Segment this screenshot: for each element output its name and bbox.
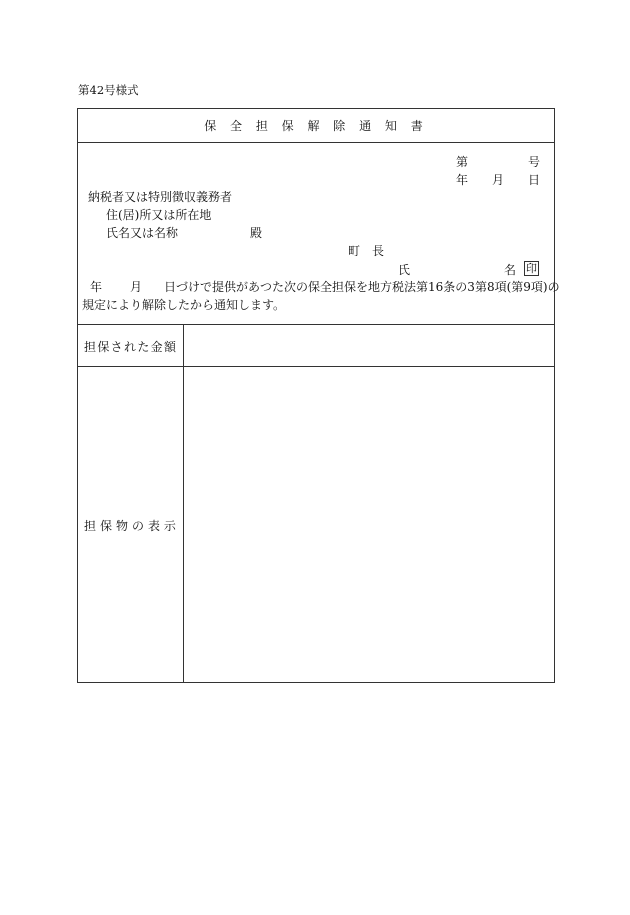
recipient-name: 氏名又は名称 (106, 226, 179, 240)
label-collateral-description (84, 520, 176, 532)
seal-mark: 印 (526, 262, 537, 275)
ref-day: 日 (528, 173, 541, 187)
statement-line1-text: 日づけで提供があつた次の保全担保を地方税法第16条の3第8項(第9項)の (164, 280, 560, 294)
ref-month: 月 (492, 173, 505, 187)
title-divider (78, 142, 554, 143)
recipient-honorific: 殿 (250, 226, 263, 240)
row-divider (78, 366, 554, 367)
label-char: 物 (115, 519, 128, 533)
statement-year: 年 (90, 280, 103, 294)
form-number: 第42号様式 (78, 83, 139, 97)
statement-line-2: 規定により解除したから通知します。 (82, 298, 286, 312)
label-char: さ (110, 340, 123, 354)
label-char: た (137, 340, 150, 354)
label-char: 担 (84, 340, 97, 354)
label-char: 保 (99, 519, 112, 533)
label-char: 表 (147, 519, 160, 533)
notice-form (77, 108, 560, 683)
label-char: 金 (150, 340, 163, 354)
form-title: 保 全 担 保 解 除 通 知 書 (204, 119, 428, 133)
label-char: 示 (163, 519, 176, 533)
ref-number-prefix: 第 (456, 155, 469, 169)
recipient-taxpayer: 納税者又は特別徴収義務者 (88, 190, 233, 204)
issuer-name-right: 名 (504, 263, 517, 277)
issuer-name-left: 氏 (398, 263, 411, 277)
label-char: 保 (97, 340, 110, 354)
label-char: 担 (84, 519, 97, 533)
section-divider (78, 324, 554, 325)
ref-number-suffix: 号 (528, 155, 541, 169)
label-column-divider (183, 325, 184, 682)
label-char: 額 (163, 340, 176, 354)
ref-year: 年 (456, 173, 469, 187)
statement-line-1 (90, 280, 560, 294)
label-char: の (131, 519, 144, 533)
recipient-address: 住(居)所又は所在地 (106, 208, 212, 222)
issuer-title: 町 長 (348, 244, 385, 258)
label-secured-amount (84, 341, 176, 353)
statement-month: 月 (130, 280, 143, 294)
label-char: れ (123, 340, 136, 354)
